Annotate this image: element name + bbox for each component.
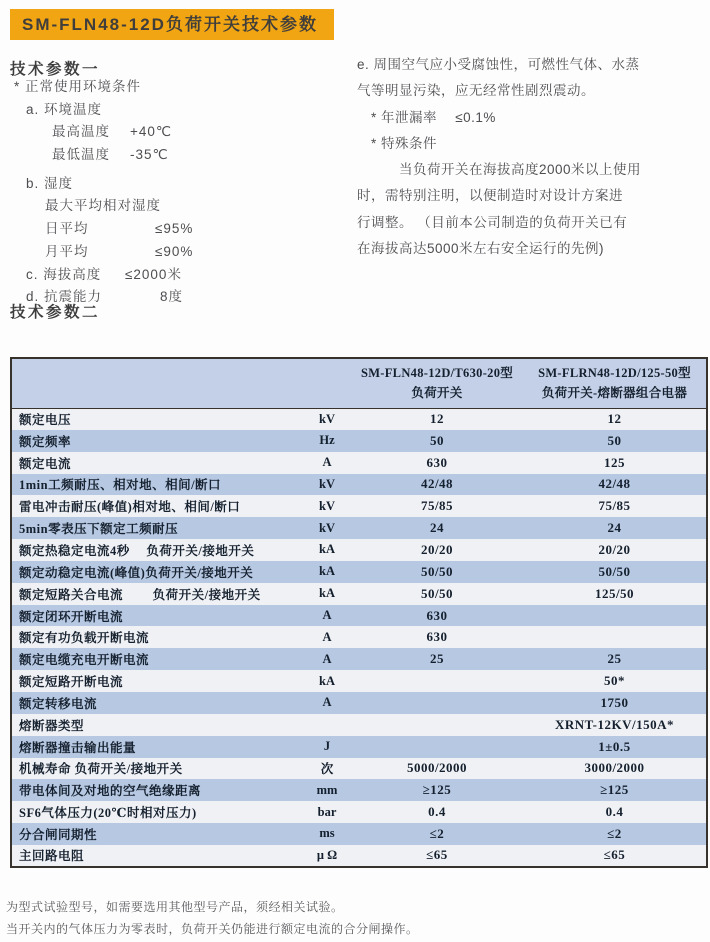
value-switch: 75/85 — [420, 498, 454, 514]
param-name: 熔断器类型 — [19, 718, 85, 733]
param-name: 分合闸同期性 — [19, 827, 98, 842]
note-line: * 特殊条件 — [371, 135, 438, 151]
param-name: 1min工频耐压、相对地、相间/断口 — [19, 478, 222, 493]
param-unit: A — [322, 608, 332, 623]
value-switch: 0.4 — [428, 804, 446, 820]
value-combo: 125/50 — [594, 585, 635, 601]
note-line: 当负荷开关在海拔高度2000米以上使用 — [399, 162, 642, 178]
param-name: 额定电缆充电开断电流 — [19, 653, 150, 668]
param-name: 额定短路关合电流 负荷开关/接地开关 — [19, 587, 261, 602]
param-name: 额定热稳定电流4秒 负荷开关/接地开关 — [19, 543, 255, 558]
item-label: 最大平均相对湿度 — [45, 198, 161, 214]
table-header-row — [11, 358, 707, 408]
table-row — [11, 692, 707, 714]
param-name: 额定有功负载开断电流 — [19, 631, 150, 646]
param-unit: kV — [319, 498, 335, 513]
note-line: e. 周围空气应小受腐蚀性，可燃性气体、水蒸 — [357, 57, 640, 72]
list-item — [14, 99, 352, 122]
table-row — [11, 845, 707, 867]
value-combo: 50 — [607, 432, 622, 448]
value-combo: 50* — [604, 673, 625, 689]
table-row — [11, 408, 707, 430]
param-name: 额定电流 — [19, 456, 72, 471]
list-item — [14, 121, 352, 144]
param-unit: kV — [319, 476, 335, 491]
param-unit: kA — [319, 542, 335, 557]
value-switch: ≤65 — [426, 847, 448, 863]
param-name: 5min零表压下额定工频耐压 — [19, 522, 179, 537]
value-switch: 50 — [430, 432, 444, 448]
list-item — [14, 173, 352, 196]
note-line: 气等明显污染，应无经常性剧烈震动。 — [357, 83, 595, 99]
value-switch — [351, 670, 523, 692]
value-combo: 20/20 — [598, 541, 631, 557]
value-switch: ≥125 — [422, 782, 452, 798]
item-value: ≤95% — [155, 221, 194, 237]
value-combo: 1750 — [600, 694, 629, 710]
value-combo: 42/48 — [598, 476, 631, 492]
footnotes — [6, 897, 419, 940]
value-combo — [523, 626, 707, 648]
param-unit: A — [322, 695, 332, 710]
note-line: 行调整。 （目前本公司制造的负荷开关已有 — [357, 214, 628, 230]
header-combo-model: SM-FLRN48-12D/125-50型 负荷开关-熔断器组合电器 — [523, 358, 707, 408]
table-row — [11, 561, 707, 583]
note-line: 在海拔高达5000米左右安全运行的先例) — [357, 241, 605, 257]
param-unit: bar — [317, 804, 337, 819]
table-row — [11, 779, 707, 801]
table-row — [11, 714, 707, 736]
item-label: 日平均 — [45, 221, 89, 237]
param-name: 主回路电阻 — [19, 849, 85, 864]
table-row — [11, 758, 707, 780]
value-combo: 50/50 — [598, 563, 631, 579]
value-combo: 12 — [607, 411, 622, 427]
note-line: 时，需特别注明，以便制造时对设计方案进 — [357, 188, 623, 204]
table-row — [11, 495, 707, 517]
param-unit: J — [323, 739, 331, 754]
table-row — [11, 583, 707, 605]
value-switch: 25 — [430, 651, 444, 667]
param-unit: kA — [319, 673, 335, 688]
param-unit: A — [322, 455, 332, 470]
table-row — [11, 430, 707, 452]
param-name: 带电体间及对地的空气绝缘距离 — [19, 784, 202, 799]
value-switch: 630 — [426, 629, 448, 645]
value-switch: 50/50 — [420, 585, 454, 601]
param-unit: 次 — [320, 762, 334, 777]
list-item — [14, 241, 352, 264]
value-combo: XRNT-12KV/150A* — [555, 716, 674, 732]
value-combo: 25 — [607, 651, 622, 667]
value-switch: 24 — [430, 520, 444, 536]
value-switch — [351, 736, 523, 758]
value-switch — [351, 714, 523, 736]
item-label: d. 抗震能力 — [26, 289, 103, 305]
value-combo: 75/85 — [598, 498, 631, 514]
list-item — [14, 218, 352, 241]
table-row — [11, 736, 707, 758]
param-name: 熔断器撞击输出能量 — [19, 740, 137, 755]
value-combo: 24 — [607, 520, 622, 536]
item-value: +40℃ — [130, 124, 173, 140]
param-name: 额定动稳定电流(峰值)负荷开关/接地开关 — [19, 565, 254, 580]
page-title: SM-FLN48-12D负荷开关技术参数 — [10, 9, 334, 40]
list-item — [14, 264, 352, 287]
table-row — [11, 517, 707, 539]
item-label: 最低温度 — [52, 147, 110, 163]
param-name: 额定闭环开断电流 — [19, 609, 124, 624]
table-row — [11, 474, 707, 496]
value-switch: 50/50 — [420, 563, 454, 579]
value-switch: 20/20 — [420, 541, 454, 557]
section1-heading: 技术参数一 — [10, 61, 101, 78]
item-value: ≤2000米 — [125, 266, 182, 282]
value-switch — [351, 692, 523, 714]
value-switch: 12 — [430, 411, 444, 427]
param-unit: kA — [319, 564, 335, 579]
value-combo: 1±0.5 — [598, 738, 631, 754]
note-line: * 年泄漏率 ≤0.1% — [371, 109, 496, 125]
value-combo: 125 — [604, 454, 625, 470]
param-unit: μ Ω — [316, 847, 338, 862]
table-row — [11, 823, 707, 845]
list-item — [14, 195, 352, 218]
value-switch: 42/48 — [420, 476, 454, 492]
value-combo: ≥125 — [600, 782, 629, 798]
list-item — [14, 144, 352, 167]
value-switch: ≤2 — [429, 825, 445, 841]
param-name: 机械寿命 负荷开关/接地开关 — [19, 762, 183, 777]
item-label: * 正常使用环境条件 — [14, 79, 142, 94]
param-unit: Hz — [319, 433, 335, 448]
value-switch: 5000/2000 — [406, 760, 468, 776]
value-switch: 630 — [426, 454, 448, 470]
item-label: a. 环境温度 — [26, 101, 103, 117]
param-unit: kA — [319, 586, 335, 601]
param-unit: kV — [319, 411, 335, 426]
param-name: 额定电压 — [19, 413, 72, 428]
notes-column — [357, 52, 707, 262]
list-item — [14, 76, 352, 99]
normal-conditions-list — [14, 76, 352, 309]
param-name: 雷电冲击耐压(峰值)相对地、相间/断口 — [19, 500, 241, 515]
section2-heading: 技术参数二 — [10, 304, 101, 321]
value-combo — [523, 605, 707, 627]
table-row — [11, 452, 707, 474]
param-unit: A — [322, 651, 332, 666]
item-value: -35℃ — [130, 147, 169, 163]
table-row — [11, 605, 707, 627]
table-row — [11, 801, 707, 823]
table-row — [11, 539, 707, 561]
item-value: 8度 — [160, 289, 184, 305]
footnote-line: 为型式试验型号，如需要选用其他型号产品，须经相关试验。 — [6, 900, 344, 914]
param-unit — [303, 714, 351, 736]
value-switch: 630 — [426, 607, 448, 623]
param-unit: A — [322, 629, 332, 644]
header-parameter-cell — [11, 358, 351, 408]
item-label: b. 湿度 — [26, 175, 74, 191]
spec-table — [10, 357, 708, 868]
value-combo: ≤65 — [603, 847, 626, 863]
footnote-line: 当开关内的气体压力为零表时，负荷开关仍能进行额定电流的合分闸操作。 — [6, 921, 419, 936]
value-combo: 3000/2000 — [584, 760, 645, 776]
item-label: 月平均 — [45, 243, 89, 259]
header-switch-model: SM-FLN48-12D/T630-20型 负荷开关 — [351, 358, 523, 408]
table-row — [11, 626, 707, 648]
item-value: ≤90% — [155, 243, 194, 259]
item-label: 最高温度 — [52, 124, 110, 140]
item-label: c. 海拔高度 — [26, 266, 102, 282]
table-row — [11, 648, 707, 670]
param-name: 额定短路开断电流 — [19, 675, 124, 690]
value-combo: 0.4 — [605, 804, 624, 820]
table-row — [11, 670, 707, 692]
param-name: SF6气体压力(20℃时相对压力) — [19, 806, 197, 821]
param-unit: ms — [319, 826, 335, 841]
param-name: 额定频率 — [19, 434, 72, 449]
param-name: 额定转移电流 — [19, 696, 98, 711]
param-unit: kV — [319, 520, 335, 535]
param-unit: mm — [316, 782, 338, 797]
value-combo: ≤2 — [607, 825, 622, 841]
